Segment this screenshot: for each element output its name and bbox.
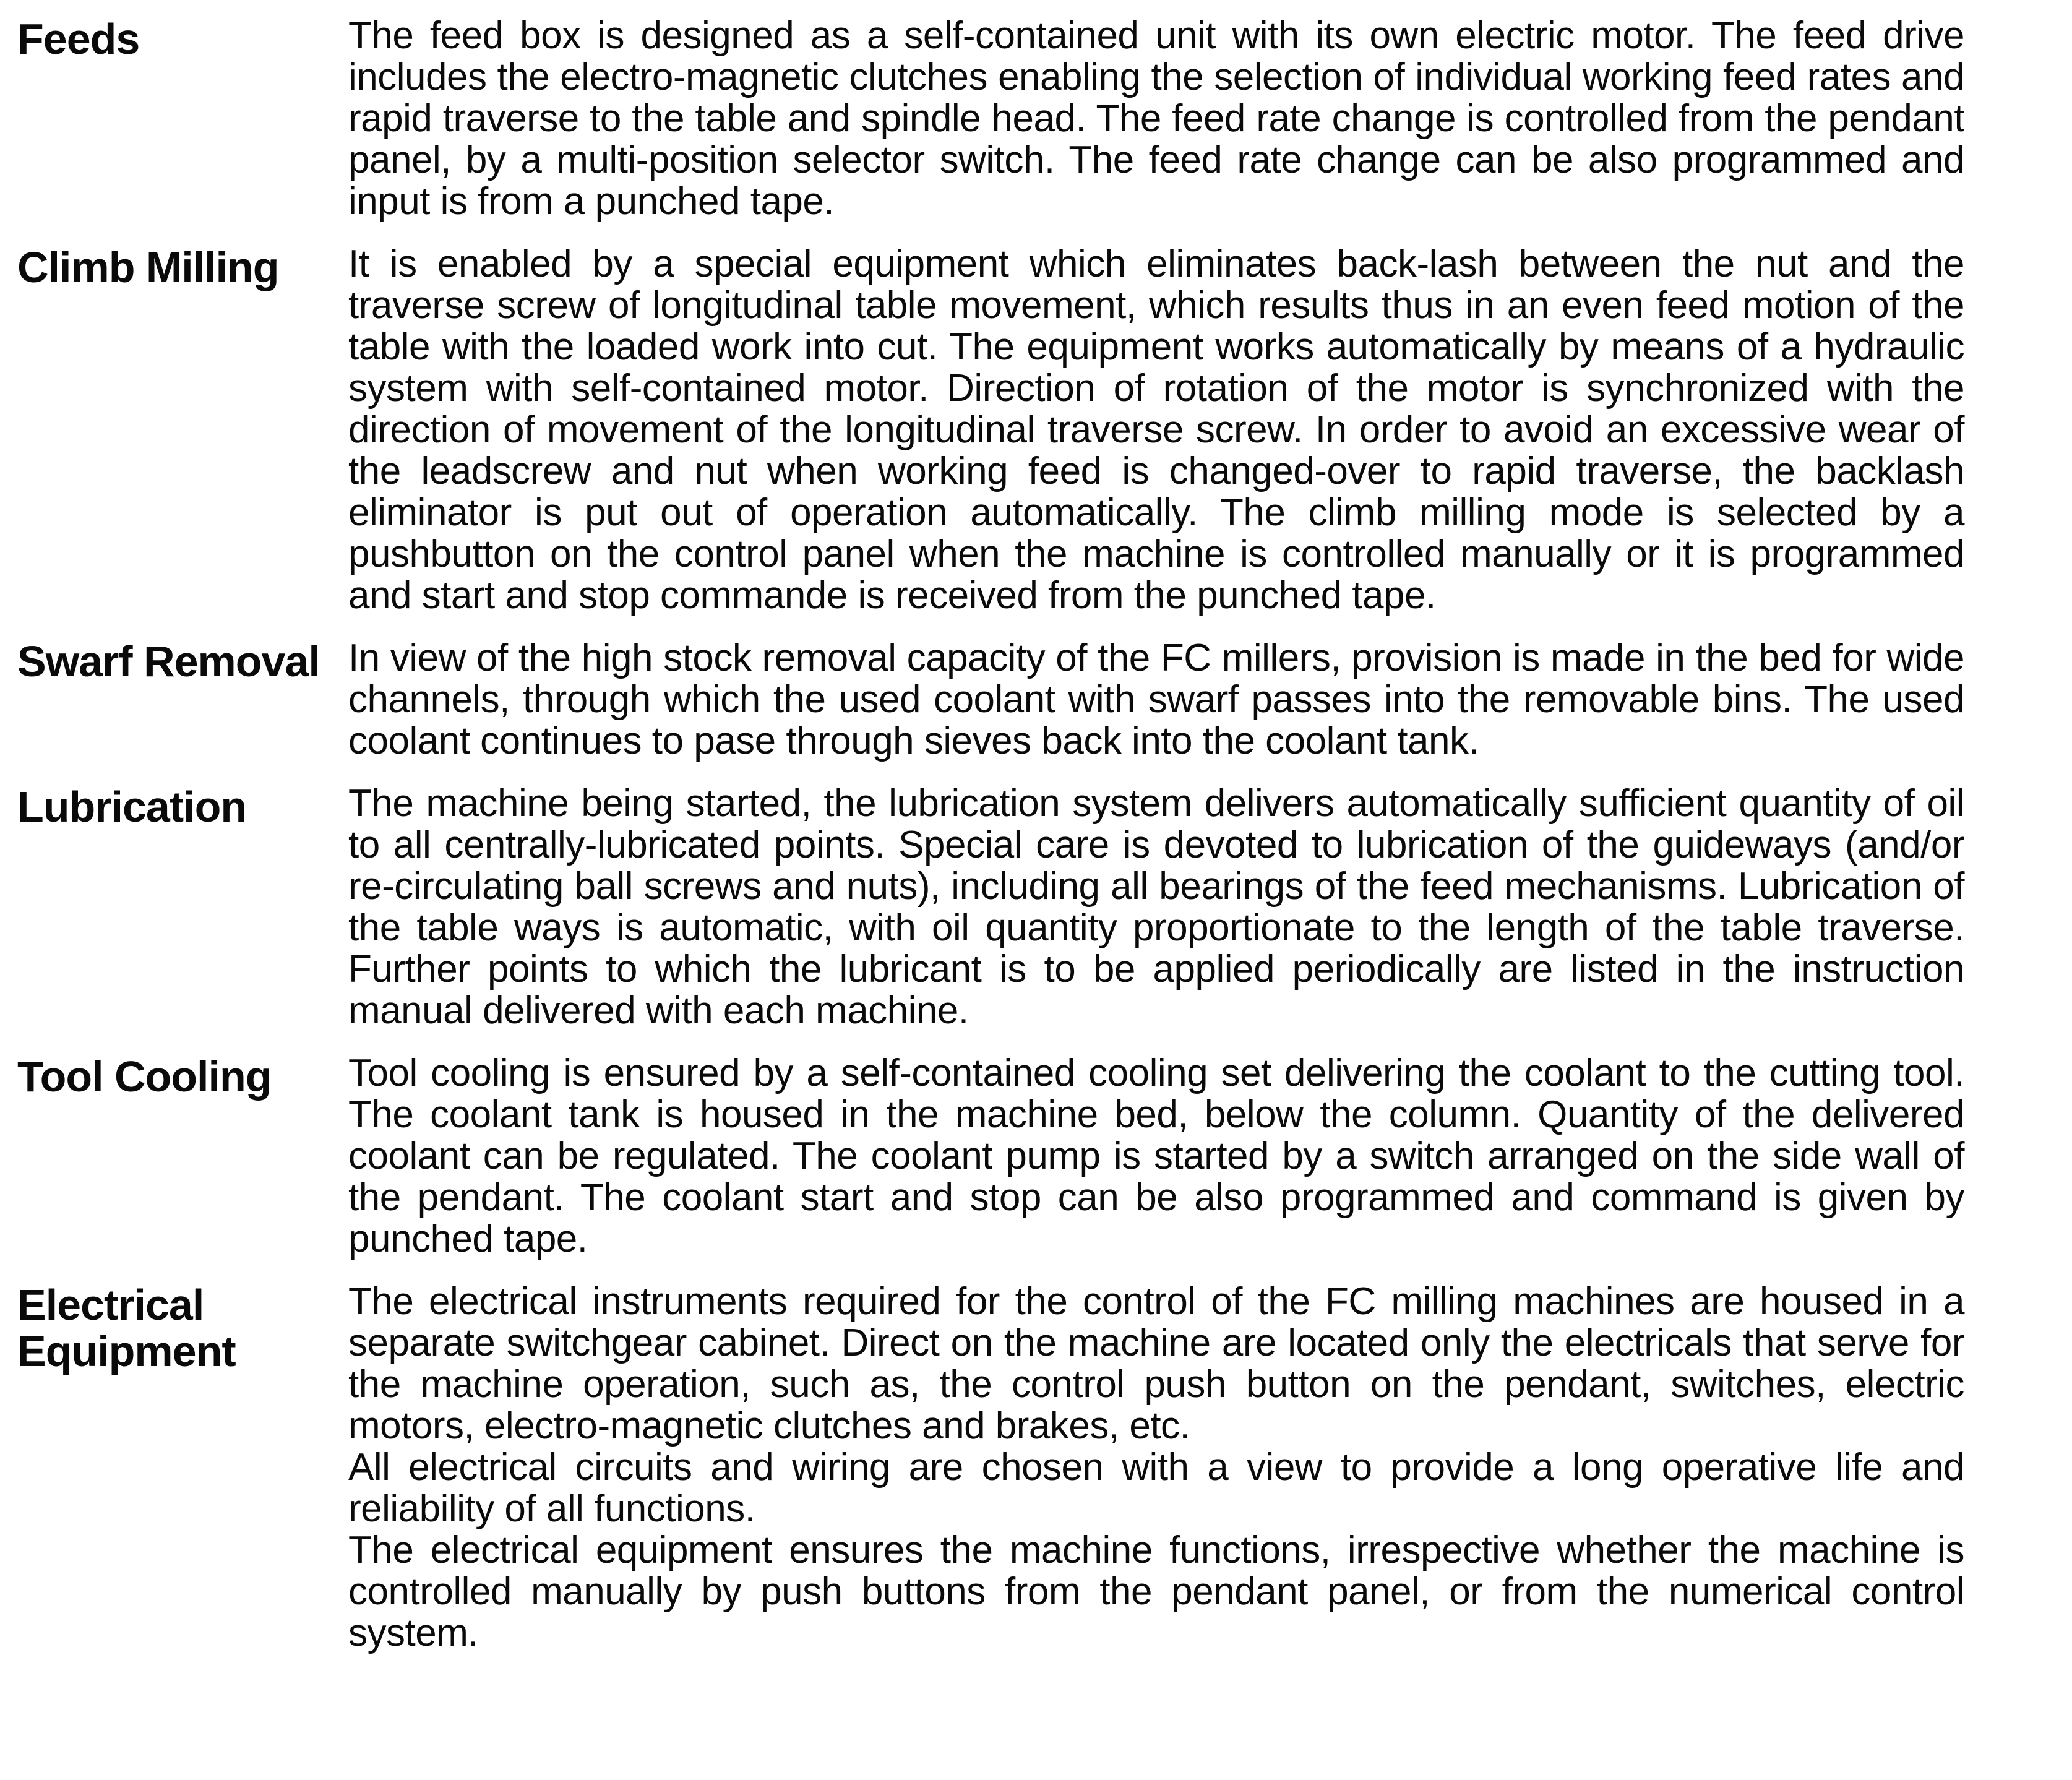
section-lubrication	[17, 783, 2061, 1031]
section-heading-electrical-equipment: Electrical Equipment	[17, 1281, 236, 1375]
section-paragraph: The electrical equipment ensures the machine functions, irrespective whether the machine is controlled manually by push buttons from the pendant panel, or from the numerical control system.	[348, 1529, 1964, 1654]
section-electrical-equipment	[17, 1281, 2061, 1654]
heading-column	[17, 783, 348, 830]
body-column	[348, 1281, 1964, 1654]
body-column	[348, 783, 1964, 1031]
section-paragraph: Tool cooling is ensured by a self-contained cooling set delivering the coolant to the cutting tool. The coolant tank is housed in the machine bed, below the column. Quantity of the delivered coolant can be regulated. The coolant pump is started by a switch arranged on the side wall of the pendant. The coolant start and stop can be also programmed and command is given by punched tape.	[348, 1052, 1964, 1260]
section-swarf-removal	[17, 637, 2061, 762]
body-column	[348, 1052, 1964, 1260]
section-tool-cooling	[17, 1052, 2061, 1260]
section-paragraph: In view of the high stock removal capacity of the FC millers, provision is made in the bed for wide channels, through which the used coolant with swarf passes into the removable bins. The used coolant continues to pase through sieves back into the coolant tank.	[348, 637, 1964, 762]
heading-column	[17, 1052, 348, 1100]
section-paragraph: The feed box is designed as a self-contained unit with its own electric motor. The feed drive includes the electro-magnetic clutches enabling the selection of individual working feed rates and rapid traverse to the table and spindle head. The feed rate change is controlled from the pendant panel, by a multi-position selector switch. The feed rate change can be also programmed and input is from a punched tape.	[348, 14, 1964, 223]
section-heading-swarf-removal: Swarf Removal	[17, 637, 320, 686]
section-heading-lubrication: Lubrication	[17, 783, 247, 831]
section-paragraph: The machine being started, the lubrication system delivers automatically sufficient quantity of oil to all centrally-lubricated points. Special care is devoted to lubrication of the guideways (and/or re-circulating ball screws and nuts), including all bearings of the feed mechanisms. Lubrication of the table ways is automatic, with oil quantity proportionate to the length of the table traverse. Further points to which the lubricant is to be applied periodically are listed in the instruction manual delivered with each machine.	[348, 782, 1964, 1032]
section-feeds	[17, 15, 2061, 222]
heading-column	[17, 15, 348, 62]
section-climb-milling	[17, 243, 2061, 616]
heading-column	[17, 1281, 348, 1375]
section-heading-feeds: Feeds	[17, 15, 140, 63]
section-paragraph: All electrical circuits and wiring are chosen with a view to provide a long operative life and reliability of all functions.	[348, 1446, 1964, 1530]
heading-column	[17, 637, 348, 685]
section-heading-tool-cooling: Tool Cooling	[17, 1052, 272, 1101]
section-paragraph: It is enabled by a special equipment which eliminates back-lash between the nut and the traverse screw of longitudinal table movement, which results thus in an even feed motion of the table with the loaded work into cut. The equipment works automatically by means of a hydraulic system with self-contained motor. Direction of rotation of the motor is synchronized with the direction of movement of the longitudinal traverse screw. In order to avoid an excessive wear of the leadscrew and nut when working feed is changed-over to rapid traverse, the backlash eliminator is put out of operation automatically. The climb milling mode is selected by a pushbutton on the control panel when the machine is controlled manually or it is programmed and start and stop commande is received from the punched tape.	[348, 243, 1964, 617]
section-heading-climb-milling: Climb Milling	[17, 243, 279, 291]
heading-column	[17, 243, 348, 291]
body-column	[348, 637, 1964, 762]
body-column	[348, 243, 1964, 616]
section-paragraph: The electrical instruments required for the control of the FC milling machines are housed in a separate switchgear cabinet. Direct on the machine are located only the electricals that serve for the machine operation, such as, the control push button on the pendant, switches, electric motors, electro-magnetic clutches and brakes, etc.	[348, 1280, 1964, 1447]
body-column	[348, 15, 1964, 222]
